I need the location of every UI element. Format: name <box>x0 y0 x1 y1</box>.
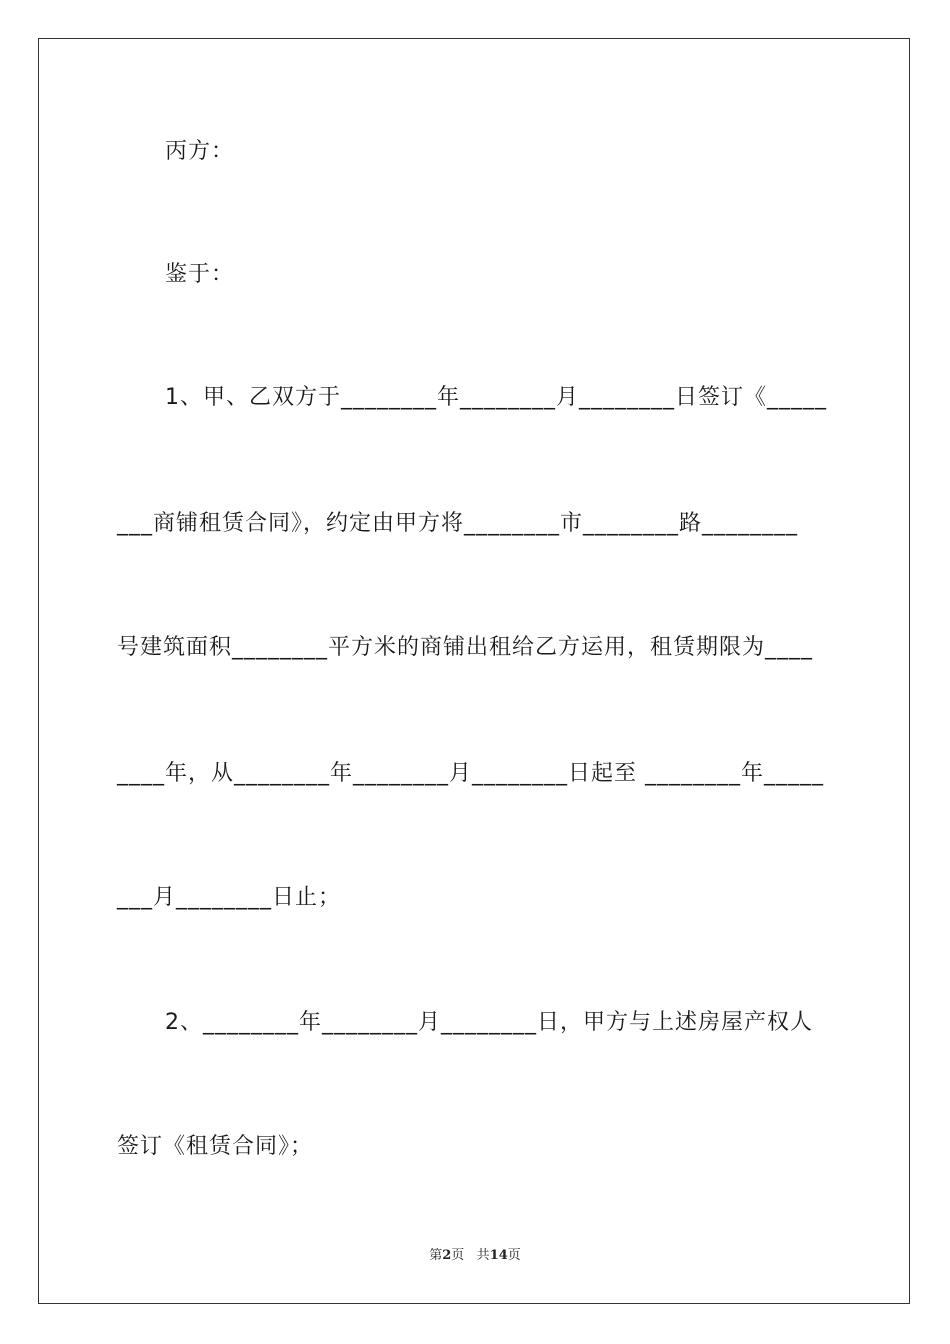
clause-2-line-1: 2、________年________月________日，甲方与上述房屋产权人 <box>165 1010 813 1035</box>
page-frame <box>38 38 910 1304</box>
party-c-line: 丙方： <box>165 139 235 164</box>
whereas-line: 鉴于： <box>165 262 235 287</box>
clause-1-line-2: ___商铺租赁合同》，约定由甲方将________市________路________ <box>117 511 799 536</box>
clause-1-line-3: 号建筑面积________平方米的商铺出租给乙方运用，租赁期限为____ <box>117 635 814 660</box>
page-prefix: 第 <box>429 1248 443 1263</box>
page-suffix: 页 <box>451 1248 465 1263</box>
total-suffix: 页 <box>507 1248 521 1263</box>
clause-1-line-5: ___月________日止； <box>117 885 342 910</box>
total-pages: 14 <box>489 1248 508 1263</box>
clause-2-line-2: 签订《租赁合同》； <box>117 1134 314 1159</box>
clause-1-line-1: 1、甲、乙双方于________年________月________日签订《_____ <box>165 385 827 410</box>
page-footer <box>0 1247 950 1265</box>
total-prefix: 共 <box>476 1248 490 1263</box>
page-number: 2 <box>442 1248 452 1263</box>
clause-1-line-4: ____年，从________年________月________日起至 ________年_____ <box>117 761 824 786</box>
